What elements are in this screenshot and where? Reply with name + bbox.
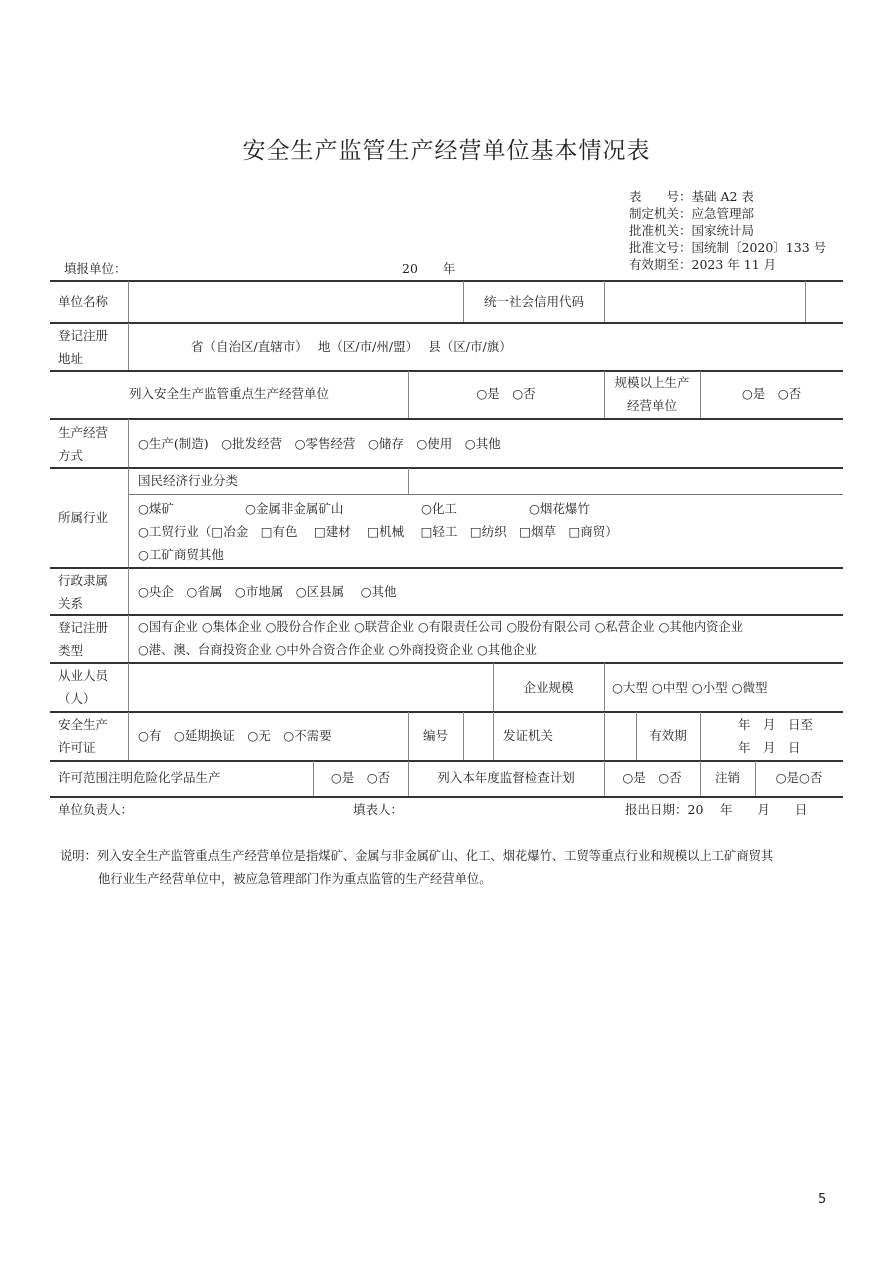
mode-options[interactable]: ○生产(制造) ○批发经营 ○零售经营 ○储存 ○使用 ○其他 [138, 436, 501, 451]
industry-option-metal[interactable]: ○金属非金属矿山 [245, 501, 344, 516]
license-authority-label: 发证机关 [503, 728, 554, 743]
hazard-options[interactable]: ○是 ○否 [330, 770, 391, 785]
classification-label: 国民经济行业分类 [138, 473, 239, 488]
license-validity-label: 有效期 [649, 728, 687, 743]
row-divider [50, 760, 843, 762]
unit-name-field[interactable] [130, 282, 462, 321]
approval-number: 批准文号：国统制〔2020〕133 号 [629, 240, 827, 255]
reg-type-label: 登记注册 [58, 620, 109, 635]
col-divider [128, 281, 129, 322]
employees-label: 从业人员 [58, 668, 109, 683]
page-title: 安全生产监管生产经营单位基本情况表 [242, 138, 651, 164]
form-number: 表 号：基础 A2 表 [629, 189, 754, 204]
license-options[interactable]: ○有 ○延期换证 ○无 ○不需要 [138, 728, 332, 743]
key-unit-label: 列入安全生产监管重点生产经营单位 [128, 386, 329, 401]
row-divider [50, 418, 843, 420]
valid-until: 有效期至：2023 年 11 月 [629, 257, 777, 272]
credit-code-field[interactable] [606, 282, 804, 321]
col-divider [128, 568, 129, 614]
row-divider [50, 567, 843, 569]
cancel-options[interactable]: ○是○否 [775, 770, 823, 785]
mode-label: 生产经营 [58, 425, 109, 440]
note-line-1: 说明：列入安全生产监管重点生产经营单位是指煤矿、金属与非金属矿山、化工、烟花爆竹、工贸等重点行业和规模以上工矿商贸其 [60, 849, 774, 863]
col-divider [128, 468, 129, 567]
fill-unit-label: 填报单位： [64, 261, 127, 276]
col-divider [128, 663, 129, 711]
cancel-label: 注销 [714, 770, 740, 785]
reg-type-label-cont: 类型 [58, 643, 84, 658]
col-divider [700, 712, 701, 760]
employees-field[interactable] [130, 664, 492, 710]
col-divider [805, 281, 806, 322]
address-label: 登记注册 [58, 328, 109, 343]
industry-option-coal[interactable]: ○煤矿 [138, 501, 174, 516]
industry-option-chemical[interactable]: ○化工 [421, 501, 457, 516]
inspection-plan-options[interactable]: ○是 ○否 [622, 770, 682, 785]
industry-option-trade[interactable]: ○工贸行业（□冶金 □有色 □建材 □机械 □轻工 □纺织 □烟草 □商贸） [138, 524, 618, 539]
page-number: 5 [818, 1192, 827, 1207]
col-divider [128, 419, 129, 467]
license-validity-start[interactable]: 年 月 日至 [738, 717, 814, 732]
reg-type-options-1[interactable]: ○国有企业 ○集体企业 ○股份合作企业 ○联营企业 ○有限责任公司 ○股份有限公司 ○私营企业 ○其他内资企业 [138, 620, 744, 634]
license-validity-end[interactable]: 年 月 日 [738, 740, 801, 755]
admin-options[interactable]: ○央企 ○省属 ○市地属 ○区县属 ○其他 [138, 584, 397, 599]
col-divider [128, 323, 129, 370]
filler-label: 填表人： [353, 802, 404, 817]
col-divider [604, 281, 605, 322]
person-in-charge-label: 单位负责人： [58, 802, 134, 817]
address-field[interactable]: 省（自治区/直辖市） 地（区/市/州/盟） 县（区/市/旗） [191, 339, 512, 354]
col-divider [408, 468, 409, 494]
report-date: 报出日期：20 年 月 日 [625, 802, 808, 817]
address-label-cont: 地址 [58, 351, 84, 366]
unit-name-label: 单位名称 [58, 294, 109, 309]
reg-type-options-2[interactable]: ○港、澳、台商投资企业 ○中外合资合作企业 ○外商投资企业 ○其他企业 [138, 643, 537, 657]
col-divider [493, 712, 494, 760]
col-divider [128, 712, 129, 760]
license-number-field[interactable] [465, 713, 492, 759]
admin-label-cont: 关系 [58, 596, 84, 611]
employees-label-cont: （人） [58, 691, 96, 706]
note-line-2: 他行业生产经营单位中，被应急管理部门作为重点监管的生产经营单位。 [98, 872, 492, 886]
col-divider [463, 712, 464, 760]
approving-authority: 批准机关：国家统计局 [629, 223, 755, 238]
col-divider [604, 712, 605, 760]
key-unit-options[interactable]: ○是 ○否 [476, 386, 536, 401]
row-divider [50, 711, 843, 713]
scale-label: 企业规模 [523, 680, 574, 695]
row-divider [50, 370, 843, 372]
scale-options[interactable]: ○大型 ○中型 ○小型 ○微型 [612, 680, 768, 695]
license-authority-field[interactable] [606, 713, 635, 759]
license-number-label: 编号 [422, 728, 448, 743]
inspection-plan-label: 列入本年度监督检查计划 [437, 770, 575, 785]
col-divider [604, 663, 605, 711]
credit-code-label: 统一社会信用代码 [483, 294, 584, 309]
col-divider [128, 615, 129, 662]
report-year: 20 年 [402, 261, 456, 276]
admin-label: 行政隶属 [58, 573, 109, 588]
scale-unit-options[interactable]: ○是 ○否 [741, 386, 802, 401]
license-label: 安全生产 [58, 717, 109, 732]
row-divider [50, 322, 843, 324]
industry-option-fireworks[interactable]: ○烟花爆竹 [529, 501, 590, 516]
scale-unit-label: 规模以上生产 [614, 375, 690, 390]
industry-option-other[interactable]: ○工矿商贸其他 [138, 547, 224, 562]
classification-field[interactable] [410, 469, 842, 493]
hazard-label: 许可范围注明危险化学品生产 [58, 770, 221, 785]
scale-unit-label-cont: 经营单位 [626, 398, 677, 413]
row-divider [128, 494, 843, 495]
industry-label: 所属行业 [58, 510, 109, 525]
issuing-authority: 制定机关：应急管理部 [629, 206, 755, 221]
license-label-cont: 许可证 [58, 740, 96, 755]
mode-label-cont: 方式 [58, 448, 84, 463]
